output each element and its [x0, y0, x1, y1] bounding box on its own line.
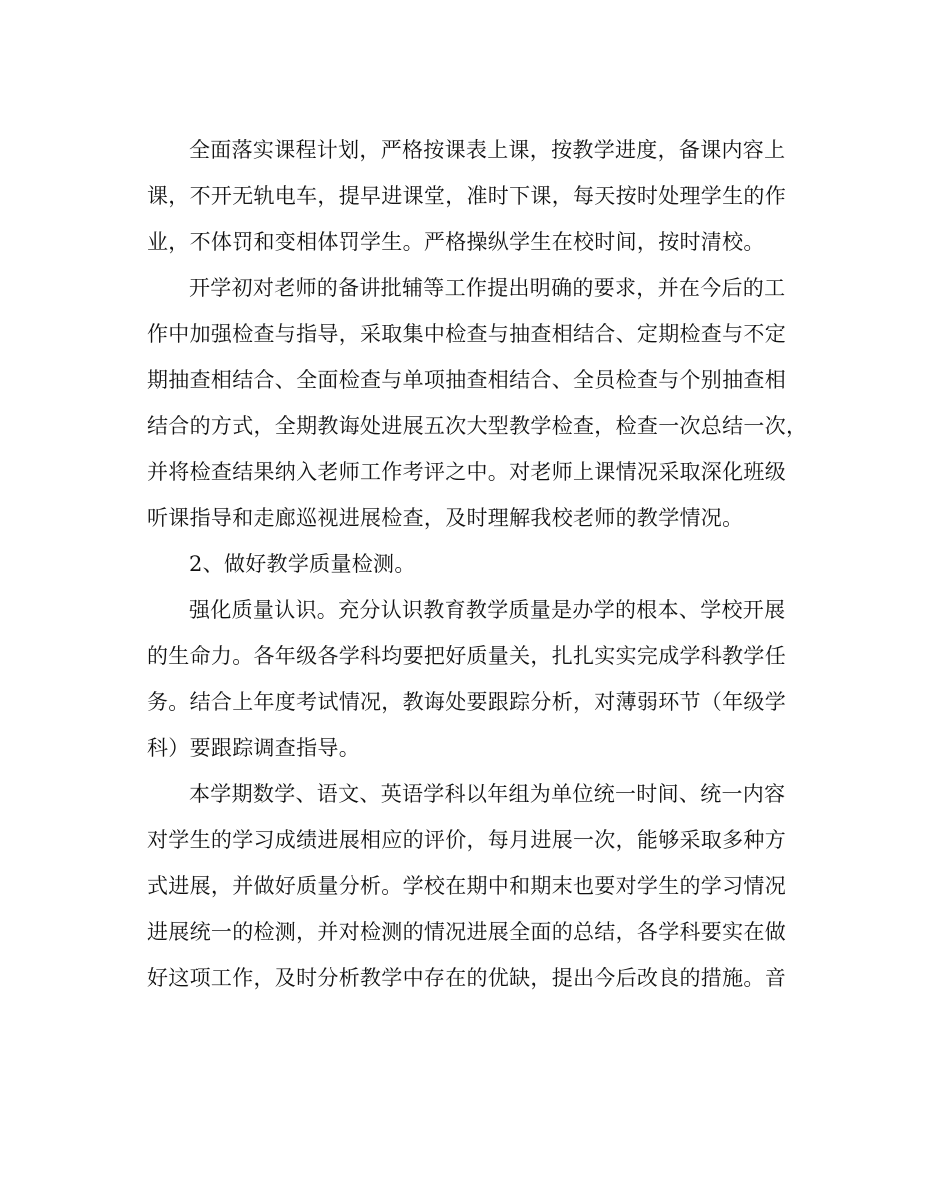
paragraph-line: 进展统一的检测，并对检测的情况进展全面的总结，各学科要实在做: [147, 920, 786, 944]
paragraph-line: 对学生的学习成绩进展相应的评价，每月进展一次，能够采取多种方: [147, 828, 786, 852]
paragraph-line: 作中加强检查与指导，采取集中检查与抽查相结合、定期检查与不定: [147, 322, 786, 346]
paragraph-line: 务。结合上年度考试情况，教诲处要跟踪分析，对薄弱环节（年级学: [147, 690, 786, 714]
paragraph-line: 本学期数学、语文、英语学科以年组为单位统一时间、统一内容: [189, 782, 786, 806]
paragraph-line: 并将检查结果纳入老师工作考评之中。对老师上课情况采取深化班级: [147, 460, 786, 484]
section-heading: 2、做好教学质量检测。: [189, 552, 416, 576]
paragraph-line: 全面落实课程计划，严格按课表上课，按教学进度，备课内容上: [189, 138, 786, 162]
paragraph-line: 结合的方式，全期教诲处进展五次大型教学检查，检查一次总结一次，: [147, 414, 808, 438]
paragraph-line: 科）要跟踪调查指导。: [147, 736, 360, 760]
paragraph-line: 开学初对老师的备讲批辅等工作提出明确的要求，并在今后的工: [189, 276, 786, 300]
document-body: [147, 127, 807, 1001]
paragraph-line: 业，不体罚和变相体罚学生。严格操纵学生在校时间，按时清校。: [147, 230, 765, 254]
paragraph-line: 强化质量认识。充分认识教育教学质量是办学的根本、学校开展: [189, 598, 786, 622]
paragraph-line: 听课指导和走廊巡视进展检查，及时理解我校老师的教学情况。: [147, 506, 744, 530]
paragraph-line: 好这项工作，及时分析教学中存在的优缺，提出今后改良的措施。音: [147, 966, 786, 990]
paragraph-line: 期抽查相结合、全面检查与单项抽查相结合、全员检查与个别抽查相: [147, 368, 786, 392]
paragraph-line: 的生命力。各年级各学科均要把好质量关，扎扎实实完成学科教学任: [147, 644, 786, 668]
paragraph-line: 式进展，并做好质量分析。学校在期中和期末也要对学生的学习情况: [147, 874, 786, 898]
paragraph-line: 课，不开无轨电车，提早进课堂，准时下课，每天按时处理学生的作: [147, 184, 786, 208]
